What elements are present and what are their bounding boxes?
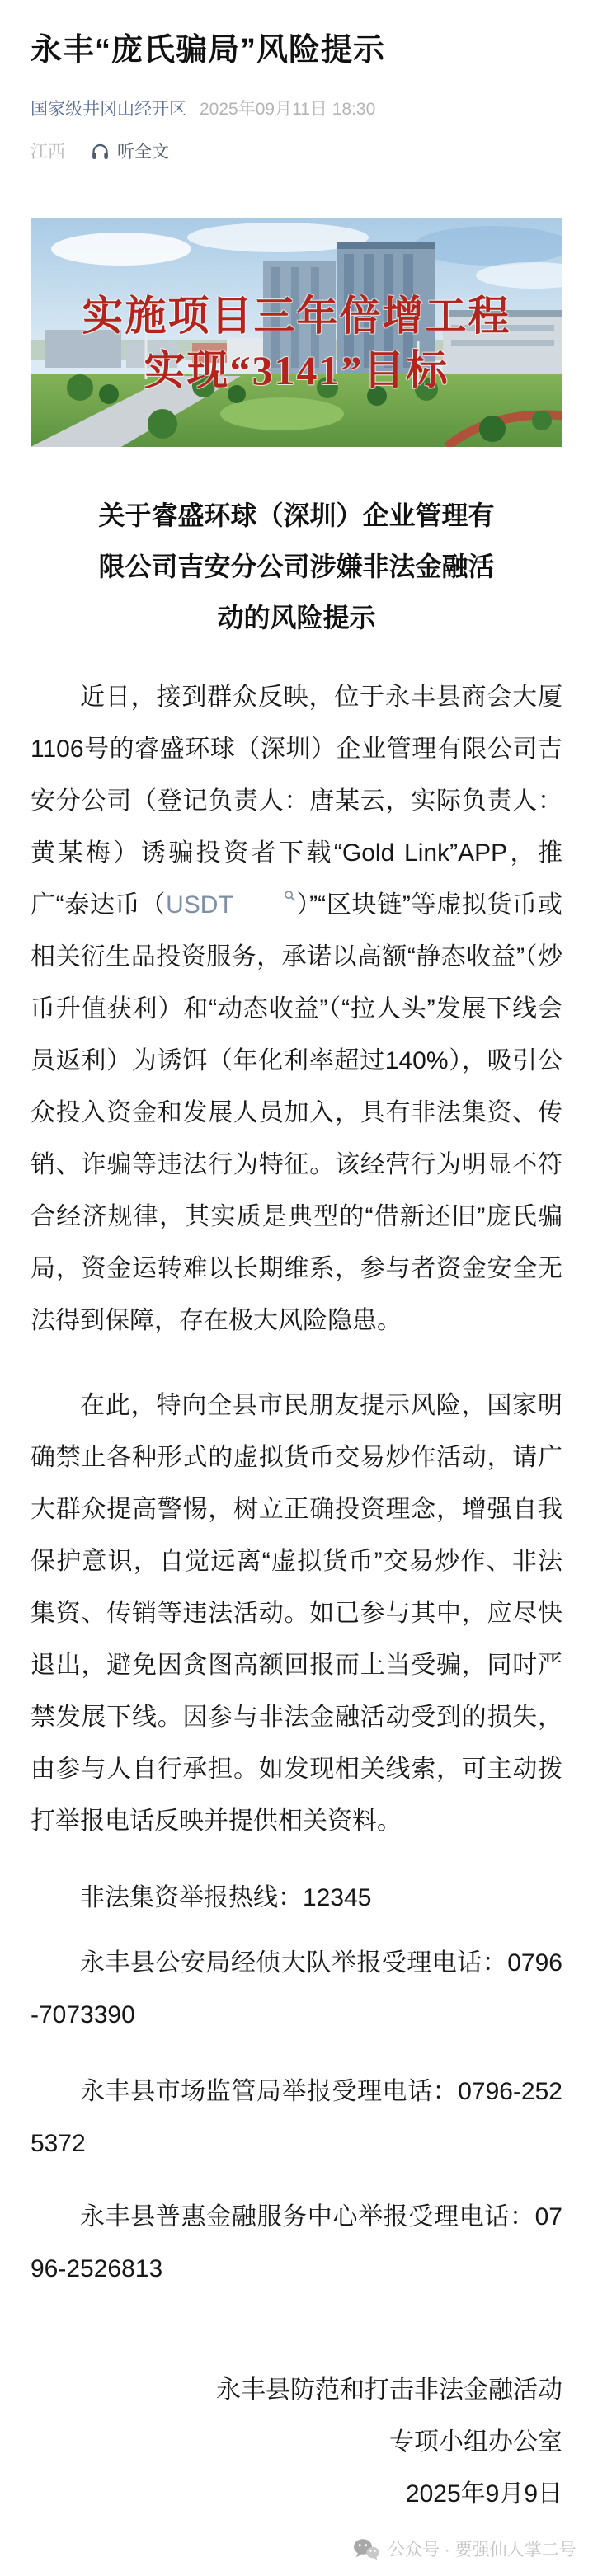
- paragraph-1: [31, 671, 562, 1347]
- banner-slogan-line2: 实现“3141”目标: [144, 347, 449, 394]
- hotline-police: 永丰县公安局经侦大队举报受理电话：0796-7073390: [31, 1949, 562, 2029]
- hotline-illegal-fundraising: 非法集资举报热线：12345: [80, 1884, 372, 1912]
- signature-organization-line2: 专项小组办公室: [389, 2428, 562, 2456]
- paragraph-2: 在此，特向全县市民朋友提示风险，国家明确禁止各种形式的虚拟货币交易炒作活动，请广大群众提高警惕，树立正确投资理念，增强自我保护意识，自觉远离“虚拟货币”交易炒作、非法集资、传销等违法活动。如已参与其中，应尽快退出，避免因贪图高额回报而上当受骗，同时严禁发展下线。因参与非法金融活动受到的损失，由参与人自行承担。如发现相关线索，可主动拨打举报电话反映并提供相关资料。: [31, 1392, 562, 1836]
- hotline-market-regulation: 永丰县市场监管局举报受理电话：0796-2525372: [31, 2078, 562, 2158]
- wechat-logo-icon: [353, 2538, 379, 2560]
- signature-date: 2025年9月9日: [405, 2480, 562, 2508]
- listen-full-text-label: 听全文: [117, 143, 169, 162]
- banner-slogan: [31, 289, 562, 397]
- usdt-keyword-label: USDT: [166, 891, 233, 919]
- publish-datetime: 2025年09月11日 18:30: [200, 100, 376, 120]
- notice-heading-line1: 关于睿盛环球（深圳）企业管理有: [98, 501, 495, 531]
- notice-heading-line3: 动的风险提示: [217, 603, 376, 633]
- account-name-link[interactable]: 国家级井冈山经开区: [31, 100, 186, 120]
- article-meta: [31, 96, 562, 120]
- usdt-keyword-link[interactable]: [166, 891, 296, 919]
- notice-heading: [88, 490, 505, 643]
- watermark-text: 公众号 · 要强仙人掌二号: [388, 2541, 577, 2560]
- banner-image[interactable]: [31, 218, 562, 447]
- article-submeta: [31, 139, 562, 163]
- article-title: 永丰“庞氏骗局”风险提示: [31, 33, 386, 68]
- location-label: 江西: [31, 143, 65, 162]
- signature-block: [31, 2364, 562, 2520]
- paragraph-1-text-after: ）”“区块链”等虚拟货币或相关衍生品投资服务，承诺以高额“静态收益”（炒币升值获利）和“动态收益”（“拉人头”发展下线会员返利）为诱饵（年化利率超过140%），吸引公众投入资金和发展人员加入，具有非法集资、传销、诈骗等违法行为特征。该经营行为明显不符合经济规律，其实质是典型的“借新还旧”庞氏骗局，资金运转难以长期维系，参与者资金安全无法得到保障，存在极大风险隐患。: [31, 891, 562, 1335]
- watermark: [353, 2536, 577, 2561]
- banner-slogan-line1: 实施项目三年倍增工程: [82, 293, 511, 340]
- paragraph-1-text-before: 近日，接到群众反映，位于永丰县商会大厦1106号的睿盛环球（深圳）企业管理有限公司吉安分公司（登记负责人：唐某云，实际负责人：黄某梅）诱骗投资者下载“Gold Link”APP，推广“泰达币（: [31, 684, 562, 919]
- signature-organization-line1: 永丰县防范和打击非法金融活动: [216, 2376, 562, 2404]
- listen-full-text-button[interactable]: [90, 139, 169, 163]
- notice-heading-line2: 限公司吉安分公司涉嫌非法金融活: [98, 552, 495, 582]
- search-icon: [234, 868, 296, 920]
- headphones-icon: [90, 142, 111, 161]
- hotline-finance-center: 永丰县普惠金融服务中心举报受理电话：0796-2526813: [31, 2203, 562, 2283]
